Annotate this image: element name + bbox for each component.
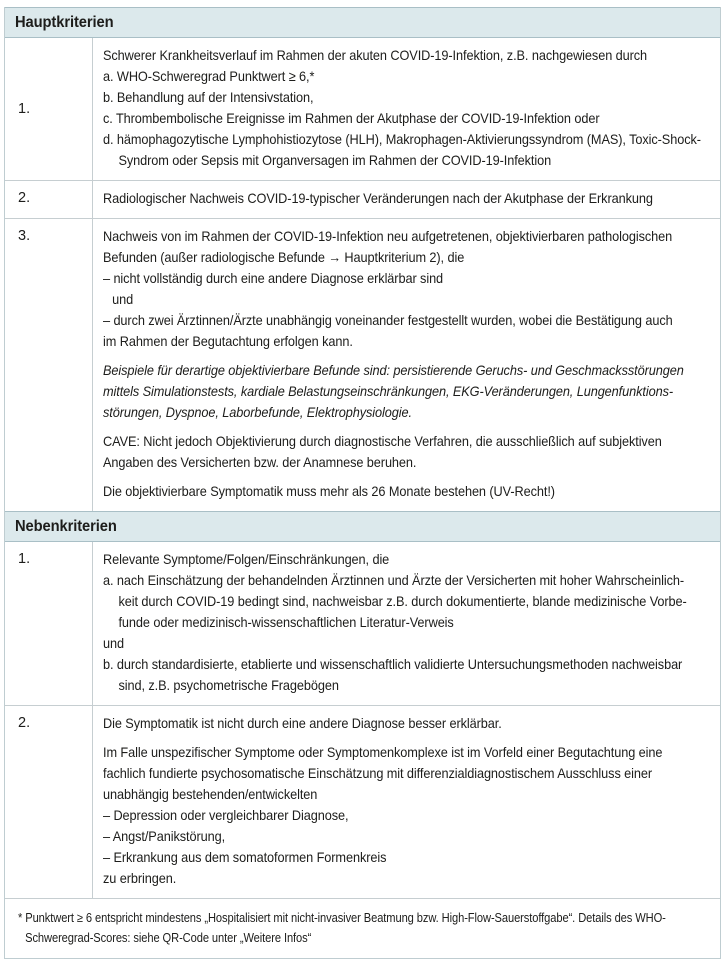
text-line: keit durch COVID-19 bedingt sind, nachweisbar z.B. durch dokumentierte, blande medizinische Vorbe- xyxy=(118,593,687,609)
footnote-line: Schweregrad-Scores: siehe QR-Code unter „Weitere Infos“ xyxy=(25,931,312,945)
section-header-label: Nebenkriterien xyxy=(15,518,117,535)
criteria-number xyxy=(5,542,93,705)
text-line: Im Falle unspezifischer Symptome oder Symptomenkomplexe ist im Vorfeld einer Begutachtung eine xyxy=(103,744,663,760)
criteria-number xyxy=(5,181,93,218)
criteria-row-haupt-3 xyxy=(5,218,720,511)
criteria-content xyxy=(93,181,720,218)
text-line: – Erkrankung aus dem somatoformen Formenkreis xyxy=(103,849,387,865)
criteria-content xyxy=(93,38,720,180)
criteria-number xyxy=(5,219,93,511)
text-line: Relevante Symptome/Folgen/Einschränkungen, die xyxy=(103,551,390,567)
text-line: – nicht vollständig durch eine andere Diagnose erklärbar sind xyxy=(103,270,444,286)
text-line: funde oder medizinisch-wissenschaftlichen Literatur-Verweis xyxy=(118,614,454,630)
text-line: a. nach Einschätzung der behandelnden Ärztinnen und Ärzte der Versicherten mit hoher Wahrscheinlich- xyxy=(103,572,685,588)
text-line: d. hämophagozytische Lymphohistiozytose (HLH), Makrophagen-Aktivierungssyndrom (MAS), Toxic-Shock- xyxy=(103,131,701,147)
text-line: Angaben des Versicherten bzw. der Anamnese beruhen. xyxy=(103,454,417,470)
text-line: sind, z.B. psychometrische Fragebögen xyxy=(118,677,339,693)
text-line: Die objektivierbare Symptomatik muss mehr als 26 Monate bestehen (UV-Recht!) xyxy=(103,483,555,499)
criteria-number xyxy=(5,706,93,898)
criteria-row-haupt-1 xyxy=(5,38,720,180)
footnote-line: * Punktwert ≥ 6 entspricht mindestens „Hospitalisiert mit nicht-invasiver Beatmung bzw. High-Flow-Sauerstoffgabe“. Details des WHO- xyxy=(18,911,666,925)
criteria-number-text: 1. xyxy=(18,551,31,567)
paragraph xyxy=(103,549,714,696)
text-line: zu erbringen. xyxy=(103,870,177,886)
text-line: Schwerer Krankheitsverlauf im Rahmen der akuten COVID-19-Infektion, z.B. nachgewiesen durch xyxy=(103,47,648,63)
text-line: Nachweis von im Rahmen der COVID-19-Infektion neu aufgetretenen, objektivierbaren pathologischen xyxy=(103,228,673,244)
text-line: Syndrom oder Sepsis mit Organversagen im Rahmen der COVID-19-Infektion xyxy=(118,152,552,168)
criteria-number-text: 1. xyxy=(18,100,31,117)
text-line: b. Behandlung auf der Intensivstation, xyxy=(103,89,314,105)
paragraph xyxy=(103,481,714,502)
text-line: – durch zwei Ärztinnen/Ärzte unabhängig voneinander festgestellt wurden, wobei die Bestätigung auch xyxy=(103,312,673,328)
criteria-number-text: 3. xyxy=(18,228,31,244)
section-header-label: Hauptkriterien xyxy=(15,14,114,31)
criteria-content xyxy=(93,219,720,511)
text-line: Befunden (außer radiologische Befunde → Hauptkriterium 2), die xyxy=(103,249,465,265)
text-line: und xyxy=(103,635,124,651)
paragraph xyxy=(103,742,714,889)
criteria-table xyxy=(4,7,721,959)
footnote xyxy=(5,898,720,958)
paragraph xyxy=(103,360,714,423)
criteria-content xyxy=(93,706,720,898)
text-line: unabhängig bestehenden/entwickelten xyxy=(103,786,318,802)
criteria-content xyxy=(93,542,720,705)
text-line: Radiologischer Nachweis COVID-19-typischer Veränderungen nach der Akutphase der Erkrankung xyxy=(103,190,653,206)
criteria-number-text: 2. xyxy=(18,190,31,206)
criteria-number xyxy=(5,38,93,180)
section-header-hauptkriterien xyxy=(5,7,720,38)
text-line: a. WHO-Schweregrad Punktwert ≥ 6,* xyxy=(103,68,315,84)
text-line: im Rahmen der Begutachtung erfolgen kann. xyxy=(103,333,353,349)
text-line: und xyxy=(112,291,134,307)
text-line: mittels Simulationstests, kardiale Belastungseinschränkungen, EKG-Veränderungen, Lungenfunktions- xyxy=(103,383,674,399)
text-line: Die Symptomatik ist nicht durch eine andere Diagnose besser erklärbar. xyxy=(103,715,502,731)
criteria-row-neben-2 xyxy=(5,705,720,898)
text-line: Beispiele für derartige objektivierbare Befunde sind: persistierende Geruchs- und Geschmacksstörungen xyxy=(103,362,684,378)
paragraph xyxy=(103,45,714,171)
text-line: fachlich fundierte psychosomatische Einschätzung mit differenzialdiagnostischem Ausschluss einer xyxy=(103,765,653,781)
section-header-nebenkriterien xyxy=(5,511,720,542)
text-line: – Depression oder vergleichbarer Diagnose, xyxy=(103,807,349,823)
text-line: b. durch standardisierte, etablierte und wissenschaftlich validierte Untersuchungsmethoden nachweisbar xyxy=(103,656,683,672)
paragraph xyxy=(103,226,714,352)
text-line: c. Thrombembolische Ereignisse im Rahmen der Akutphase der COVID-19-Infektion oder xyxy=(103,110,600,126)
text-line: – Angst/Panikstörung, xyxy=(103,828,226,844)
criteria-number-text: 2. xyxy=(18,715,31,731)
text-line: störungen, Dyspnoe, Laborbefunde, Elektrophysiologie. xyxy=(103,404,412,420)
criteria-row-neben-1 xyxy=(5,542,720,705)
paragraph xyxy=(103,713,714,734)
text-line: CAVE: Nicht jedoch Objektivierung durch diagnostische Verfahren, die ausschließlich auf subjektiven xyxy=(103,433,662,449)
paragraph xyxy=(103,431,714,473)
paragraph xyxy=(103,188,714,209)
criteria-row-haupt-2 xyxy=(5,180,720,218)
